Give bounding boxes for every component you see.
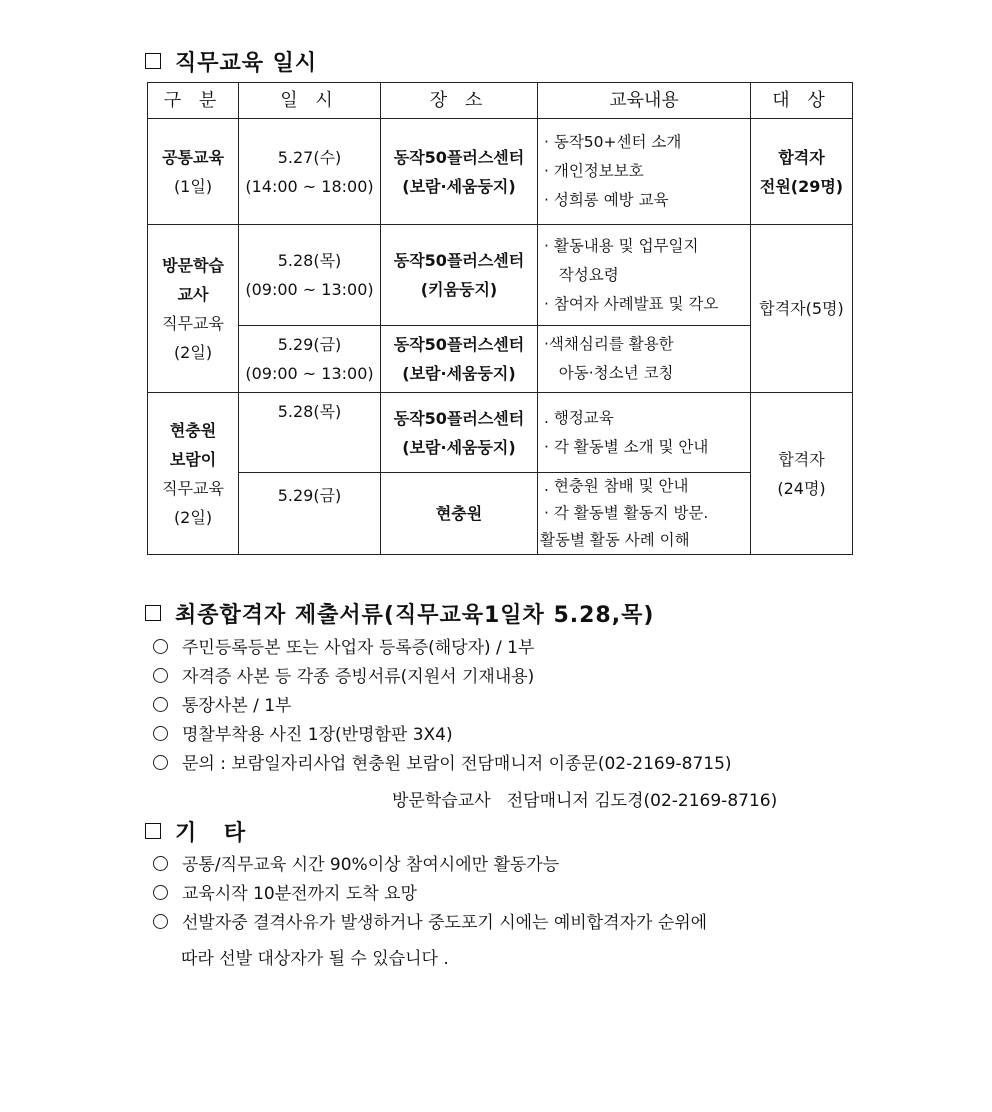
content-cell: [538, 393, 751, 473]
circle-bullet-icon: [153, 755, 168, 770]
group-name-line2: 보람이: [169, 449, 217, 469]
time: (09:00 ~ 13:00): [245, 280, 374, 299]
list-item-text: 명찰부착용 사진 1장(반명함판 3X4): [182, 725, 453, 745]
content-line: · 성희롱 예방 교육: [544, 191, 669, 209]
place-line1: 동작50플러스센터: [393, 335, 525, 354]
target-line1: 합격자: [778, 449, 825, 469]
group-cell: [148, 225, 239, 393]
section-title-text: 기 타: [175, 821, 256, 846]
section-title-schedule: [145, 46, 317, 77]
date: 5.29(금): [277, 486, 342, 505]
content-line: · 각 활동별 소개 및 안내: [544, 437, 709, 456]
checkbox-square-icon: [145, 823, 161, 839]
list-item-text: 문의 : 보람일자리사업 현충원 보람이 전담매니저 이종문(02-2169-8715): [182, 754, 732, 774]
table-row: [148, 326, 853, 393]
target-line2: 전원(29명): [759, 176, 844, 196]
section-title-text: 최종합격자 제출서류(직무교육1일차 5.28,목): [175, 603, 655, 628]
table-row: [148, 225, 853, 326]
section-title-documents: [145, 598, 654, 629]
datetime-cell: [239, 393, 381, 473]
place-line2: (보람·세움둥지): [402, 176, 516, 196]
circle-bullet-icon: [153, 668, 168, 683]
checkbox-square-icon: [145, 53, 161, 69]
place-cell: [381, 393, 538, 473]
circle-bullet-icon: [153, 726, 168, 741]
header-place: 장 소: [381, 83, 538, 119]
content-line: · 각 활동별 활동지 방문.: [544, 504, 709, 522]
list-item-text: 교육시작 10분전까지 도착 요망: [182, 884, 417, 904]
content-line: . 현충원 참배 및 안내: [544, 477, 689, 495]
group-name-line1: 방문학습: [162, 255, 224, 275]
circle-bullet-icon: [153, 885, 168, 900]
list-item-text: 공통/직무교육 시간 90%이상 참여시에만 활동가능: [182, 855, 560, 875]
list-item: [153, 750, 732, 779]
content-line: · 개인정보보호: [544, 162, 644, 180]
content-line: . 행정교육: [544, 408, 614, 427]
place-line1: 동작50플러스센터: [393, 147, 525, 167]
schedule-table: [147, 82, 853, 555]
content-line: 작성요령: [544, 265, 619, 284]
content-line: · 참여자 사례발표 및 각오: [544, 294, 719, 313]
datetime-cell: [239, 119, 381, 225]
target-line2: (24명): [777, 478, 826, 498]
list-item-text: 주민등록등본 또는 사업자 등록증(해당자) / 1부: [182, 638, 535, 658]
list-item-continuation: 따라 선발 대상자가 될 수 있습니다 .: [181, 949, 449, 969]
place-line1: 동작50플러스센터: [393, 251, 525, 270]
date: 5.29(금): [277, 335, 342, 354]
place-line2: (키움둥지): [420, 280, 498, 299]
table-row: [148, 119, 853, 225]
target-cell: [751, 393, 853, 555]
group-sub: 직무교육: [162, 313, 224, 333]
list-item: [153, 692, 732, 721]
place-cell: [381, 119, 538, 225]
list-item: [153, 663, 732, 692]
section-title-other: [145, 816, 255, 847]
group-days: (2일): [173, 507, 213, 527]
place-line: 현충원: [435, 504, 483, 523]
content-line: · 동작50+센터 소개: [544, 133, 682, 151]
other-list: [153, 851, 707, 938]
content-line: 아동·청소년 코칭: [544, 364, 674, 382]
table-header-row: [148, 83, 853, 119]
place-line2: (보람·세움둥지): [402, 437, 516, 457]
place-line1: 동작50플러스센터: [393, 408, 525, 428]
group-name-line1: 현충원: [169, 420, 217, 440]
checkbox-square-icon: [145, 605, 161, 621]
circle-bullet-icon: [153, 697, 168, 712]
place-cell: [381, 473, 538, 555]
date: 5.27(수): [277, 147, 342, 167]
content-cell: [538, 119, 751, 225]
date: 5.28(목): [277, 251, 342, 270]
datetime-cell: [239, 473, 381, 555]
group-days: (2일): [173, 342, 213, 362]
list-item-text: 자격증 사본 등 각종 증빙서류(지원서 기재내용): [182, 667, 535, 687]
section-title-text: 직무교육 일시: [175, 51, 318, 76]
target-line: 합격자(5명): [759, 299, 844, 318]
list-item: [153, 880, 707, 909]
content-cell: [538, 225, 751, 326]
content-line: ·색채심리를 활용한: [544, 335, 674, 353]
content-line: 활동별 활동 사례 이해: [540, 531, 690, 549]
date: 5.28(목): [277, 402, 342, 421]
list-item: [153, 909, 707, 938]
header-datetime: 일 시: [239, 83, 381, 119]
place-line2: (보람·세움둥지): [402, 364, 516, 383]
time: (14:00 ~ 18:00): [245, 176, 374, 196]
place-cell: [381, 326, 538, 393]
place-cell: [381, 225, 538, 326]
group-cell: [148, 393, 239, 555]
datetime-cell: [239, 225, 381, 326]
list-item-text: 선발자중 결격사유가 발생하거나 중도포기 시에는 예비합격자가 순위에: [182, 913, 708, 933]
list-item-text: 통장사본 / 1부: [182, 696, 292, 716]
list-item: [153, 721, 732, 750]
circle-bullet-icon: [153, 914, 168, 929]
group-days: (1일): [173, 176, 213, 196]
content-cell: [538, 473, 751, 555]
circle-bullet-icon: [153, 856, 168, 871]
target-cell: [751, 225, 853, 393]
contact-line-2: 방문학습교사 전담매니저 김도경(02-2169-8716): [392, 791, 778, 811]
documents-list: [153, 634, 732, 779]
table-row: [148, 473, 853, 555]
content-line: · 활동내용 및 업무일지: [544, 236, 699, 255]
target-line1: 합격자: [778, 147, 825, 167]
group-name-line2: 교사: [177, 284, 209, 304]
circle-bullet-icon: [153, 639, 168, 654]
list-item: [153, 634, 732, 663]
target-cell: [751, 119, 853, 225]
header-category: 구 분: [148, 83, 239, 119]
table-row: [148, 393, 853, 473]
group-cell: [148, 119, 239, 225]
time: (09:00 ~ 13:00): [245, 364, 374, 383]
group-name: 공통교육: [162, 147, 224, 167]
content-cell: [538, 326, 751, 393]
group-sub: 직무교육: [162, 478, 224, 498]
datetime-cell: [239, 326, 381, 393]
header-target: 대 상: [751, 83, 853, 119]
header-content: 교육내용: [538, 83, 751, 119]
list-item: [153, 851, 707, 880]
